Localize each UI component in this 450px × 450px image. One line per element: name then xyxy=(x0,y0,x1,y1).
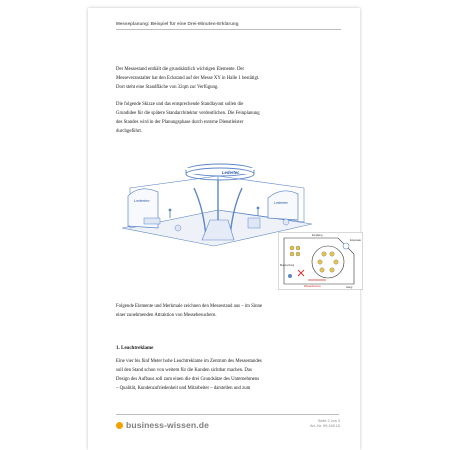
paragraph-leuchtreklame xyxy=(116,357,336,393)
sketch-wall-text-right: Ledertec xyxy=(274,201,288,205)
paragraph-features-intro xyxy=(116,302,336,320)
floor-label-right: Exponate xyxy=(350,239,361,242)
text-line: Design des Aufbaus soll zum einen die drei Grundsätze des Unternehmens xyxy=(116,377,260,382)
sketch-sign-text: Ledertec xyxy=(222,170,240,175)
floor-label-bottom-left: Wasserbrunnen xyxy=(304,285,321,288)
text-line: Messeveranstalter hat den Eckstand auf der Messe XY in Halle 1 bestätigt. xyxy=(116,76,260,81)
footer-divider xyxy=(116,414,339,415)
text-line: Eine vier bis fünf Meter hohe Leuchtreklame im Zentrum des Messestandes xyxy=(116,359,262,364)
floor-label-left: Besprechung xyxy=(280,264,295,267)
paragraph-sketch-intro xyxy=(116,100,336,136)
text-line: einer zunehmenden Attraktion von Messebesuchern. xyxy=(116,313,217,318)
page-number: Seite 2 von 3 xyxy=(317,419,340,423)
text-line: Folgende Elemente und Merkmale zeichnen den Messestand aus – im Sinne xyxy=(116,304,263,309)
brand-dot-icon xyxy=(116,422,123,429)
page-header: Messeplanung: Beispiel für eine Drei-Minuten-Erklärung xyxy=(116,21,341,30)
paragraph-intro xyxy=(116,65,336,92)
text-line: – Qualität, Kundenzufriedenheit und Mitarbeiter – darstellen und zum xyxy=(116,386,251,391)
floor-label-top: Empfang xyxy=(312,234,323,237)
text-line: des Standes wird in der Planungsphase durch externe Dienstleister xyxy=(116,120,244,125)
text-line: Die folgende Skizze und das entsprechende Standlayout sollen die xyxy=(116,102,244,107)
document-page xyxy=(88,8,360,450)
text-line: Grundidee für die spätere Standarchitektur verdeutlichen. Die Feinplanung xyxy=(116,111,260,116)
text-line: Der Messestand enthält die grundsätzlich wichtigen Elemente. Der xyxy=(116,67,245,72)
article-number: Art.-Nr. 99.158.15 xyxy=(310,424,340,428)
text-line: durchgeführt. xyxy=(116,129,142,134)
sketch-wall-text-left: Ledertec xyxy=(134,198,150,203)
text-line: soll den Stand schon von weitem für die Kunden sichtbar machen. Das xyxy=(116,368,252,373)
floor-plan-diagram xyxy=(278,232,363,290)
section-heading: 1. Leuchtreklame xyxy=(116,346,154,351)
footer-meta xyxy=(310,419,340,429)
text-line: Dort steht eine Standfläche von 32qm zur Verfügung. xyxy=(116,85,219,90)
floor-label-bottom-right: Gang xyxy=(346,286,353,289)
brand-name: business-wissen.de xyxy=(126,420,209,430)
footer-brand-logo xyxy=(116,420,209,430)
